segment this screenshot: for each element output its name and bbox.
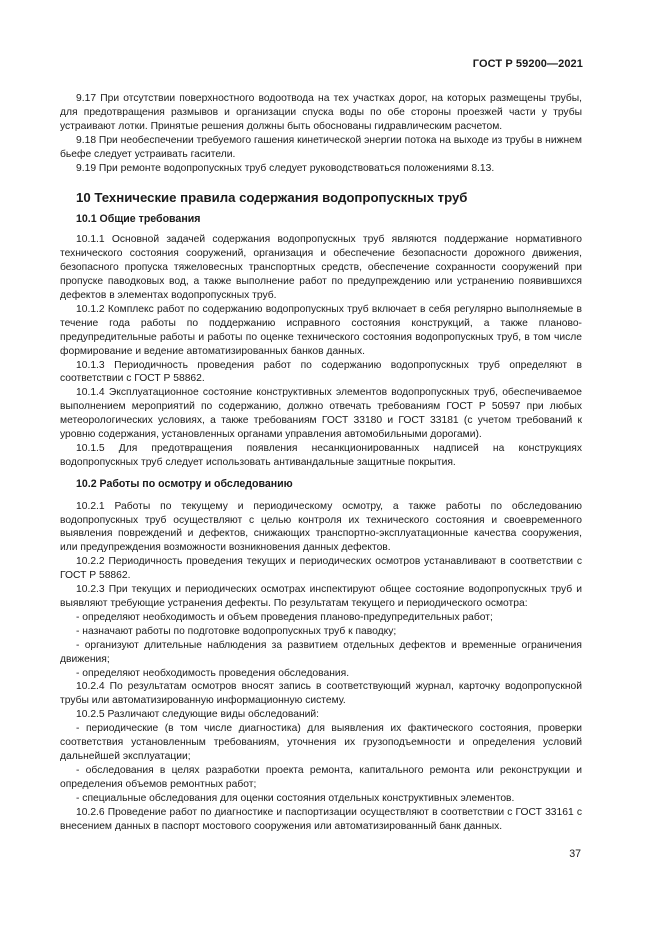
paragraph-10-1-4: 10.1.4 Эксплуатационное состояние конструктивных элементов водопропускных труб, обеспечиваемое выполнением мероприятий по содержанию, должно отвечать требованиям ГОСТ Р 50597 при любых метеорологических условиях, а также требованиям ГОСТ 33180 и ГОСТ 33181 (с учетом требований к уровню содержания, установленных органами управления автомобильными дорогами). — [60, 387, 582, 441]
paragraph-10-2-6: 10.2.6 Проведение работ по диагностике и паспортизации осуществляют в соответствии с ГОСТ 33161 с внесением данных в паспорт мостового сооружения или автоматизированный банк данных. — [60, 806, 582, 832]
paragraph-10-2-5: 10.2.5 Различают следующие виды обследований: — [76, 709, 320, 721]
list-item: - организуют длительные наблюдения за развитием отдельных дефектов и временные ограничения движения; — [60, 639, 582, 665]
paragraph-10-2-4: 10.2.4 По результатам осмотров вносят запись в соответствующий журнал, карточку водопропускной трубы или автоматизированную информационную систему. — [60, 681, 582, 707]
paragraph-9-19: 9.19 При ремонте водопропускных труб следует руководствоваться положениями 8.13. — [76, 162, 495, 174]
paragraph-10-2-3: 10.2.3 При текущих и периодических осмотрах инспектируют общее состояние водопропускных труб и выявляют требующие устранения дефекты. По результатам текущего и периодического осмотра: — [60, 584, 582, 609]
paragraph-10-2-2: 10.2.2 Периодичность проведения текущих и периодических осмотров устанавливают в соответствии с ГОСТ Р 58862. — [60, 556, 582, 582]
paragraph-10-1-1: 10.1.1 Основной задачей содержания водопропускных труб являются поддержание нормативного технического состояния сооружений, организация и обеспечение безопасности дорожного движения, безопасного пропуска тяжеловесных транспортных средств, обеспечение сохранности сооружений при пропуске паводковых вод, а также выполнение работ по предупреждению или устранению появившихся дефектов в элементах водопропускных труб. — [60, 234, 582, 301]
paragraph-10-1-2: 10.1.2 Комплекс работ по содержанию водопропускных труб включает в себя регулярно выполняемые в течение года работы по поддержанию исправного состояния конструкций, а также планово-предупредительные работы и работы по оценке технического состояния водопропускных труб, в том числе формирование и ведение автоматизированных банков данных. — [60, 303, 582, 357]
list-item: - периодические (в том числе диагностика) для выявления их фактического состояния, проверки соответствия установленным требованиям, уточнения их грузоподъемности и определения условий дальнейшей эксплуатации; — [60, 723, 582, 762]
list-item: - обследования в целях разработки проекта ремонта, капитального ремонта или реконструкции и определения объемов ремонтных работ; — [60, 764, 582, 790]
list-item: - определяют необходимость и объем проведения планово-предупредительных работ; — [76, 611, 493, 623]
list-item: - специальные обследования для оценки состояния отдельных конструктивных элементов. — [76, 792, 515, 804]
paragraph-9-18: 9.18 При необеспечении требуемого гашения кинетической энергии потока на выходе из трубы в нижнем бьефе следует устраивать гасители. — [60, 134, 582, 160]
section-10-heading: 10 Технические правила содержания водопропускных труб — [76, 190, 468, 206]
subsection-10-1-heading: 10.1 Общие требования — [76, 213, 201, 226]
paragraph-10-1-5: 10.1.5 Для предотвращения появления несанкционированных надписей на конструкциях водопропускных труб следует использовать антивандальные защитные покрытия. — [60, 442, 582, 468]
page-content — [60, 92, 582, 833]
subsection-10-2-heading: 10.2 Работы по осмотру и обследованию — [76, 477, 293, 490]
list-item: - определяют необходимость проведения обследования. — [76, 667, 350, 679]
list-item: - назначают работы по подготовке водопропускных труб к паводку; — [76, 625, 397, 637]
paragraph-10-1-3: 10.1.3 Периодичность проведения работ по содержанию водопропускных труб определяют в соответствии с ГОСТ Р 58862. — [60, 359, 582, 385]
page-number: 37 — [569, 848, 581, 860]
document-header: ГОСТ Р 59200—2021 — [472, 58, 583, 70]
paragraph-10-2-1: 10.2.1 Работы по текущему и периодическому осмотру, а также работы по обследованию водопропускных труб осуществляют с целью контроля их технического состояния и своевременного выявления повреждений и дефектов, снижающих транспортно-эксплуатационные качества сооружения, или предупреждения возможности возникновения данных дефектов. — [60, 500, 582, 554]
paragraph-9-17: 9.17 При отсутствии поверхностного водоотвода на тех участках дорог, на которых размещены трубы, для предотвращения размывов и организации спуска воды по обе стороны проезжей части у трубы устраивают лотки. Принятые решения должны быть обоснованы гидравлическим расчетом. — [60, 93, 582, 132]
